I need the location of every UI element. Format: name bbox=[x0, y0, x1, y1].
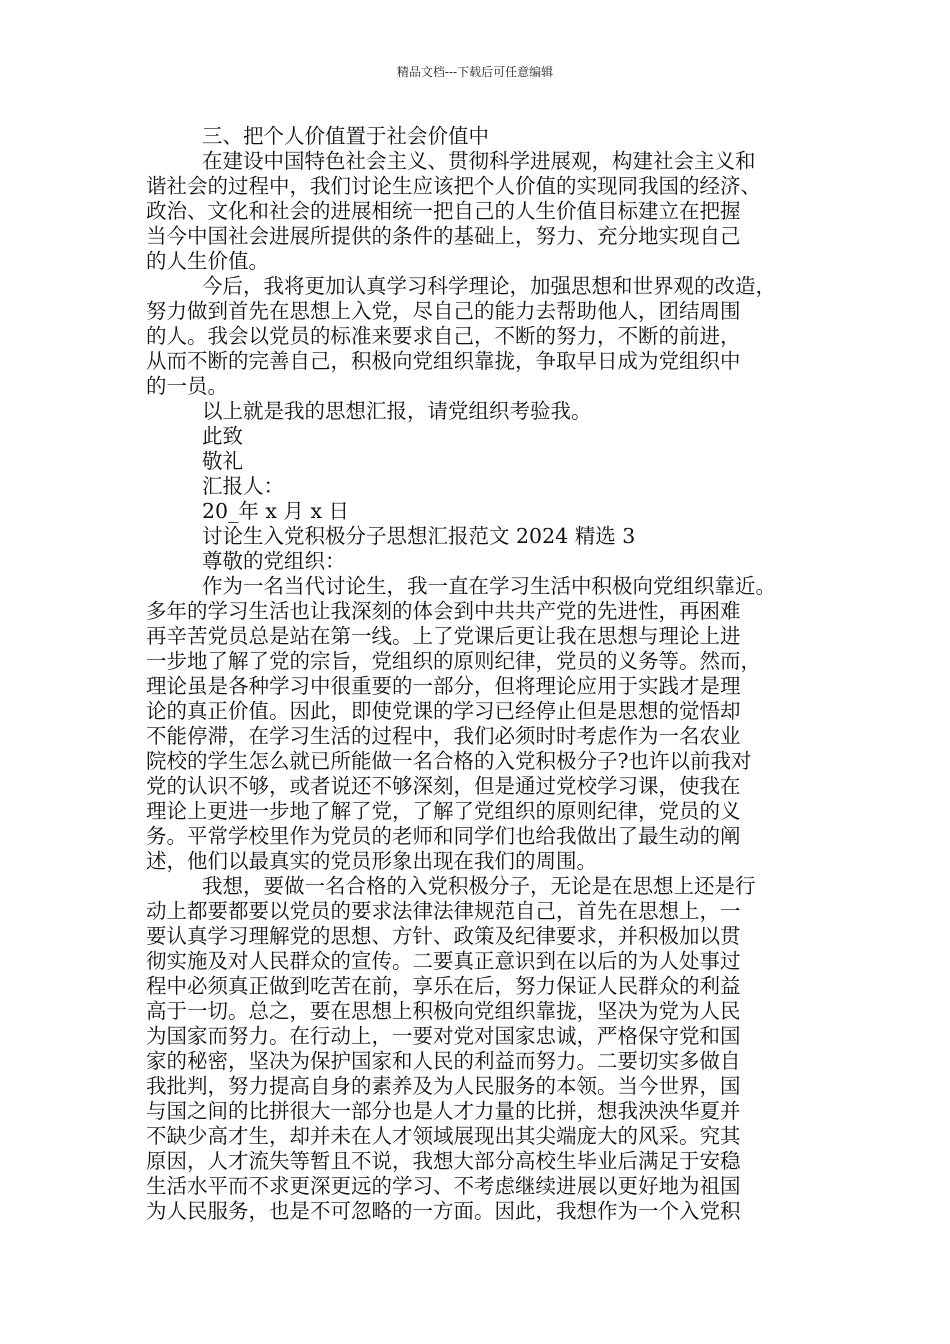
text-line: 党的认识不够，或者说还不够深刻，但是通过党校学习课，使我在 bbox=[146, 774, 741, 798]
text-line: 三、把个人价值置于社会价值中 bbox=[202, 124, 489, 148]
text-line: 再辛苦党员总是站在第一线。上了党课后更让我在思想与理论上进 bbox=[146, 624, 741, 648]
text-line: 当今中国社会进展所提供的条件的基础上，努力、充分地实现自己 bbox=[146, 224, 741, 248]
text-line: 在建设中国特色社会主义、贯彻科学进展观，构建社会主义和 bbox=[202, 149, 756, 173]
text-line: 谐社会的过程中，我们讨论生应该把个人价值的实现同我国的经济、 bbox=[146, 174, 761, 198]
text-line: 以上就是我的思想汇报，请党组织考验我。 bbox=[202, 399, 592, 423]
text-line: 作为一名当代讨论生，我一直在学习生活中积极向党组织靠近。 bbox=[202, 574, 776, 598]
text-line: 彻实施及对人民群众的宣传。二要真正意识到在以后的为人处事过 bbox=[146, 949, 741, 973]
text-line: 的人。我会以党员的标准来要求自己，不断的努力，不断的前进， bbox=[146, 324, 741, 348]
text-line: 尊敬的党组织： bbox=[202, 549, 346, 573]
text-line: 政治、文化和社会的进展相统一把自己的人生价值目标建立在把握 bbox=[146, 199, 741, 223]
text-line: 高于一切。总之，要在思想上积极向党组织靠拢，坚决为党为人民 bbox=[146, 999, 741, 1023]
text-line: 努力做到首先在思想上入党，尽自己的能力去帮助他人，团结周围 bbox=[146, 299, 741, 323]
text-line: 为国家而努力。在行动上，一要对党对国家忠诚，严格保守党和国 bbox=[146, 1024, 741, 1048]
text-line: 讨论生入党积极分子思想汇报范文 2024 精选 3 bbox=[202, 524, 636, 548]
text-line: 我想，要做一名合格的入党积极分子，无论是在思想上还是行 bbox=[202, 874, 756, 898]
text-line: 程中必须真正做到吃苦在前，享乐在后，努力保证人民群众的利益 bbox=[146, 974, 741, 998]
text-line: 述，他们以最真实的党员形象出现在我们的周围。 bbox=[146, 849, 597, 873]
text-line: 生活水平而不求更深更远的学习、不考虑继续进展以更好地为祖国 bbox=[146, 1174, 741, 1198]
text-line: 一步地了解了党的宗旨，党组织的原则纪律，党员的义务等。然而， bbox=[146, 649, 761, 673]
text-line: 动上都要都要以党员的要求法律法律规范自己，首先在思想上，一 bbox=[146, 899, 741, 923]
text-line: 从而不断的完善自己，积极向党组织靠拢，争取早日成为党组织中 bbox=[146, 349, 741, 373]
text-line: 要认真学习理解党的思想、方针、政策及纪律要求，并积极加以贯 bbox=[146, 924, 741, 948]
text-line: 家的秘密，坚决为保护国家和人民的利益而努力。二要切实多做自 bbox=[146, 1049, 741, 1073]
text-line: 多年的学习生活也让我深刻的体会到中共共产党的先进性，再困难 bbox=[146, 599, 741, 623]
text-line: 的人生价值。 bbox=[146, 249, 269, 273]
text-line: 为人民服务，也是不可忽略的一方面。因此，我想作为一个入党积 bbox=[146, 1199, 741, 1223]
text-line: 的一员。 bbox=[146, 374, 228, 398]
text-line: 不能停滞，在学习生活的过程中，我们必须时时考虑作为一名农业 bbox=[146, 724, 741, 748]
text-line: 敬礼 bbox=[202, 449, 243, 473]
text-line: 我批判，努力提高自身的素养及为人民服务的本领。当今世界，国 bbox=[146, 1074, 741, 1098]
document-body bbox=[146, 124, 826, 1224]
text-line: 与国之间的比拼很大一部分也是人才力量的比拼，想我泱泱华夏并 bbox=[146, 1099, 741, 1123]
text-line: 原因，人才流失等暂且不说，我想大部分高校生毕业后满足于安稳 bbox=[146, 1149, 741, 1173]
text-line: 院校的学生怎么就已所能做一名合格的入党积极分子?也许以前我对 bbox=[146, 749, 752, 773]
text-line: 不缺少高才生，却并未在人才领域展现出其尖端庞大的风采。究其 bbox=[146, 1124, 741, 1148]
text-line: 汇报人： bbox=[202, 474, 284, 498]
text-line: 务。平常学校里作为党员的老师和同学们也给我做出了最生动的阐 bbox=[146, 824, 741, 848]
text-line: 今后，我将更加认真学习科学理论，加强思想和世界观的改造， bbox=[202, 274, 776, 298]
page-header: 精品文档---下载后可任意编辑 bbox=[396, 65, 554, 79]
text-line: 论的真正价值。因此，即使党课的学习已经停止但是思想的觉悟却 bbox=[146, 699, 741, 723]
text-line: 理论上更进一步地了解了党，了解了党组织的原则纪律，党员的义 bbox=[146, 799, 741, 823]
text-line: 此致 bbox=[202, 424, 243, 448]
text-line: 20_年 x 月 x 日 bbox=[202, 499, 350, 523]
text-line: 理论虽是各种学习中很重要的一部分，但将理论应用于实践才是理 bbox=[146, 674, 741, 698]
